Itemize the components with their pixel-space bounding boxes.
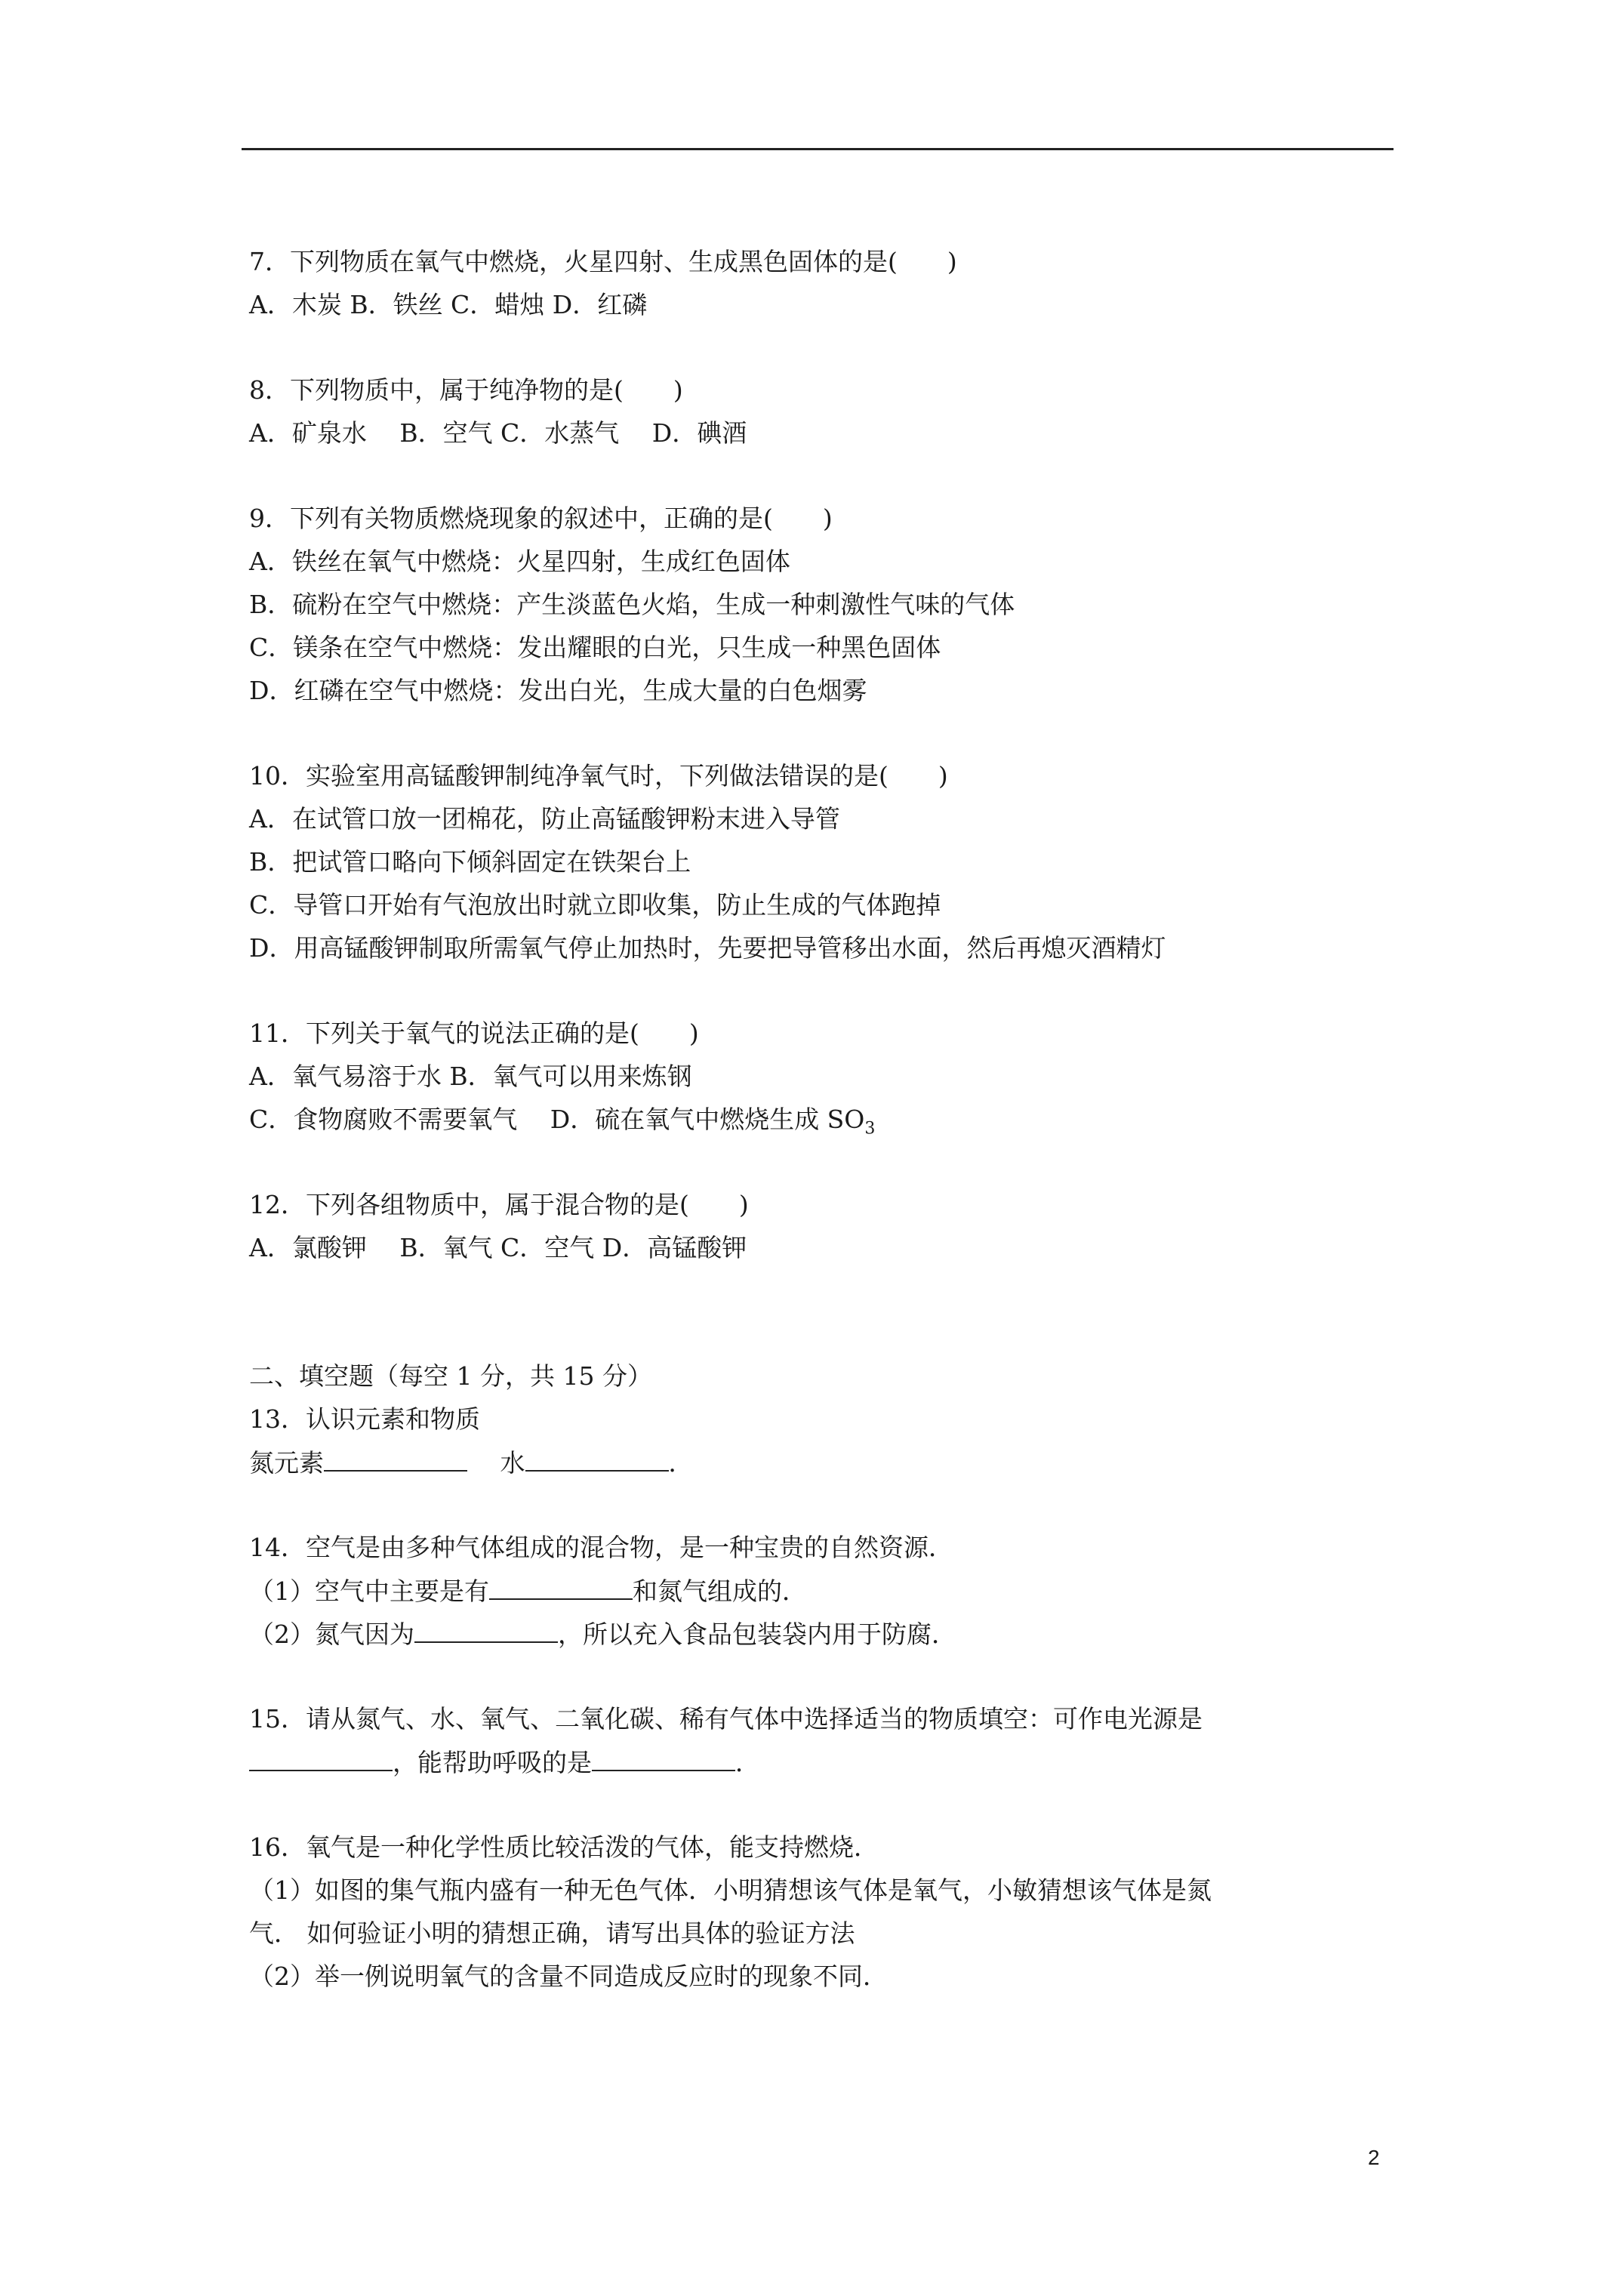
question-15-continuation	[249, 1747, 760, 1778]
question-16-part-2: （2）举一例说明氧气的含量不同造成反应时的现象不同．	[249, 1962, 888, 1991]
question-14-part-1-a: （1）空气中主要是有	[249, 1576, 489, 1606]
question-10-option-c: C．导管口开始有气泡放出时就立即收集，防止生成的气体跑掉	[249, 890, 941, 920]
question-15-stem: 15．请从氮气、水、氧气、二氧化碳、稀有气体中选择适当的物质填空：可作电光源是	[249, 1704, 1203, 1734]
question-9-stem: 9．下列有关物质燃烧现象的叙述中，正确的是( )	[249, 504, 833, 533]
question-9-option-d: D．红磷在空气中燃烧：发出白光，生成大量的白色烟雾	[249, 676, 867, 705]
question-11-stem: 11．下列关于氧气的说法正确的是( )	[249, 1019, 699, 1048]
question-16-stem: 16．氧气是一种化学性质比较活泼的气体，能支持燃烧．	[249, 1832, 879, 1862]
question-8-options: A．矿泉水 B．空气 C．水蒸气 D．碘酒	[249, 418, 747, 448]
so3-subscript: 3	[864, 1119, 876, 1139]
answer-blank[interactable]	[489, 1576, 633, 1600]
question-9-option-a: A．铁丝在氧气中燃烧：火星四射，生成红色固体	[249, 547, 790, 576]
question-7-stem: 7．下列物质在氧气中燃烧，火星四射、生成黑色固体的是( )	[249, 247, 957, 276]
question-14-part-2	[249, 1619, 956, 1650]
question-12-stem: 12．下列各组物质中，属于混合物的是( )	[249, 1190, 749, 1219]
answer-blank[interactable]	[324, 1447, 467, 1472]
water-label: 水	[467, 1448, 525, 1478]
question-15-cont-a: ，能帮助呼吸的是	[393, 1748, 592, 1777]
question-8-stem: 8．下列物质中，属于纯净物的是( )	[249, 375, 683, 405]
question-16-part-1: （1）如图的集气瓶内盛有一种无色气体．小明猜想该气体是氧气，小敏猜想该气体是氮	[249, 1875, 1212, 1905]
question-9-option-b: B．硫粉在空气中燃烧：产生淡蓝色火焰，生成一种刺激性气味的气体	[249, 590, 1015, 619]
question-12-options: A．氯酸钾 B．氧气 C．空气 D．高锰酸钾	[249, 1233, 747, 1262]
question-14-part-2-b: ，所以充入食品包装袋内用于防腐．	[558, 1620, 956, 1649]
answer-blank[interactable]	[592, 1747, 735, 1771]
section-2-heading: 二、填空题（每空 1 分，共 15 分）	[249, 1361, 652, 1391]
question-11-options-cd-text: C．食物腐败不需要氧气 D．硫在氧气中燃烧生成 SO	[249, 1105, 865, 1134]
period: ．	[668, 1448, 694, 1478]
question-10-stem: 10．实验室用高锰酸钾制纯净氧气时，下列做法错误的是( )	[249, 761, 948, 791]
question-14-part-1	[249, 1576, 807, 1607]
question-10-option-a: A．在试管口放一团棉花，防止高锰酸钾粉末进入导管	[249, 804, 840, 834]
question-15-cont-b: ．	[735, 1748, 760, 1777]
page-number: 2	[1368, 2146, 1380, 2169]
question-13-blanks	[249, 1447, 694, 1478]
answer-blank[interactable]	[525, 1447, 669, 1472]
question-11-options-ab: A．氧气易溶于水 B．氧气可以用来炼钢	[249, 1062, 692, 1091]
question-10-option-d: D．用高锰酸钾制取所需氧气停止加热时，先要把导管移出水面，然后再熄灭酒精灯	[249, 933, 1166, 963]
answer-blank[interactable]	[414, 1619, 558, 1643]
question-14-stem: 14．空气是由多种气体组成的混合物，是一种宝贵的自然资源．	[249, 1533, 953, 1562]
question-13-stem: 13．认识元素和物质	[249, 1404, 480, 1434]
answer-blank[interactable]	[249, 1747, 393, 1771]
question-9-option-c: C．镁条在空气中燃烧：发出耀眼的白光，只生成一种黑色固体	[249, 633, 941, 662]
question-16-part-1-cont: 气． 如何验证小明的猜想正确，请写出具体的验证方法	[249, 1918, 855, 1948]
question-11-options-cd	[249, 1105, 875, 1145]
header-rule	[242, 148, 1394, 150]
question-14-part-1-b: 和氮气组成的．	[633, 1576, 807, 1606]
nitrogen-element-label: 氮元素	[249, 1448, 324, 1478]
question-7-options: A．木炭 B．铁丝 C．蜡烛 D．红磷	[249, 290, 648, 319]
question-10-option-b: B．把试管口略向下倾斜固定在铁架台上	[249, 847, 691, 877]
question-14-part-2-a: （2）氮气因为	[249, 1620, 414, 1649]
